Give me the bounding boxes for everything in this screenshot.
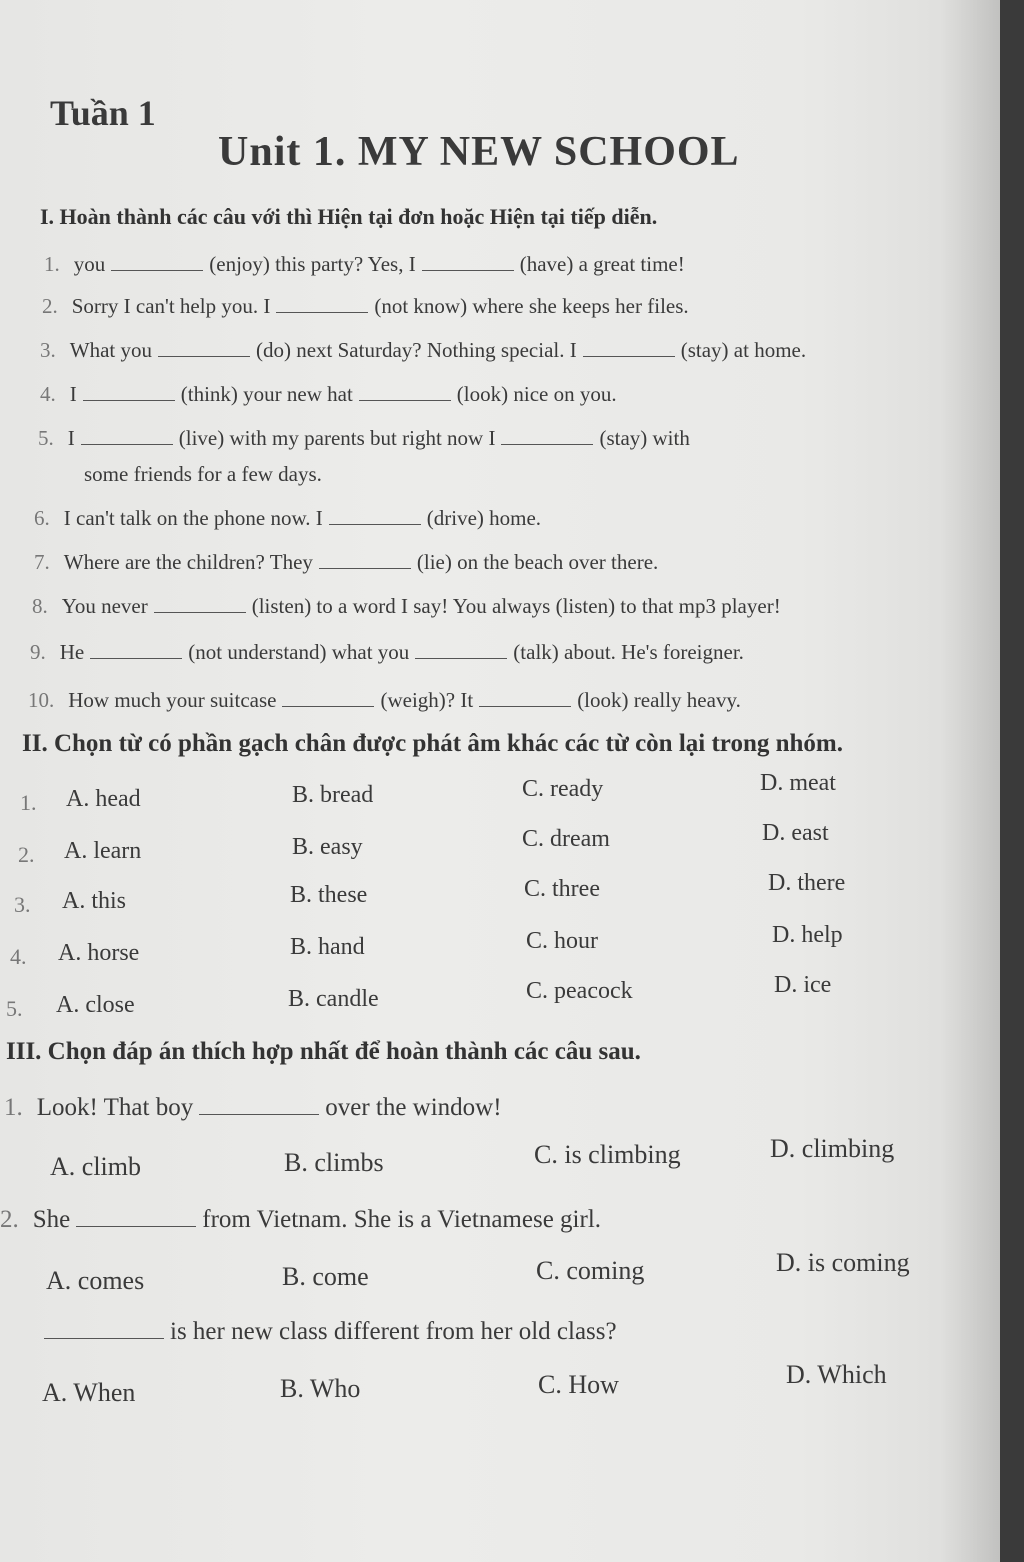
answer-blank[interactable] bbox=[501, 430, 593, 445]
option-a[interactable]: A. comes bbox=[46, 1266, 145, 1295]
option-d[interactable]: D. Which bbox=[786, 1360, 887, 1389]
option-d[interactable]: D. east bbox=[762, 820, 829, 846]
s1-item-5: 5. I (live) with my parents but right now I (stay) with bbox=[38, 426, 690, 450]
s1-item-9: 9. He (not understand) what you (talk) about. He's foreigner. bbox=[30, 640, 744, 664]
answer-blank[interactable] bbox=[83, 386, 175, 401]
s1-item-6: 6. I can't talk on the phone now. I (drive) home. bbox=[34, 506, 542, 530]
option-d[interactable]: D. is coming bbox=[776, 1248, 910, 1277]
s1-item-3: 3. What you (do) next Saturday? Nothing special. I (stay) at home. bbox=[40, 338, 807, 362]
section-3-title: III. Chọn đáp án thích hợp nhất để hoàn thành các câu sau. bbox=[6, 1038, 641, 1065]
answer-blank[interactable] bbox=[76, 1212, 196, 1227]
option-c[interactable]: C. dream bbox=[522, 826, 610, 852]
option-c[interactable]: C. three bbox=[524, 876, 600, 902]
answer-blank[interactable] bbox=[329, 510, 421, 525]
page-edge-shadow bbox=[940, 0, 1000, 1562]
unit-title: Unit 1. MY NEW SCHOOL bbox=[218, 129, 740, 175]
option-a[interactable]: A. learn bbox=[64, 838, 142, 864]
option-a[interactable]: A. head bbox=[66, 786, 141, 812]
section-2-title: II. Chọn từ có phần gạch chân được phát âm khác các từ còn lại trong nhóm. bbox=[22, 730, 843, 757]
option-c[interactable]: C. ready bbox=[522, 776, 604, 802]
option-b[interactable]: B. come bbox=[282, 1262, 369, 1291]
option-a[interactable]: A. close bbox=[56, 992, 135, 1018]
answer-blank[interactable] bbox=[111, 256, 203, 271]
option-c[interactable]: C. How bbox=[538, 1370, 619, 1399]
option-b[interactable]: B. climbs bbox=[284, 1148, 384, 1177]
option-b[interactable]: B. Who bbox=[280, 1374, 361, 1403]
option-c[interactable]: C. coming bbox=[536, 1256, 645, 1285]
worksheet-page: Tuần 1 Unit 1. MY NEW SCHOOL I. Hoàn thành các câu với thì Hiện tại đơn hoặc Hiện tại tiếp diễn. 1. you (enjoy) this party? Yes, I (have) a great time! 2. Sorry I can't help you. I (not know) where she keeps her files. 3. What you (do) next Saturday? Nothing special. I (stay) at home. 4. I (think) your new hat (look) nice on you. 5. I (live) with my parents but right now I (stay) with some friends for a few days. 6. I can't talk on the phone now. I (drive) home. 7. Where are the children? They (lie) on the beach over there. 8. You never (listen) to a word I say! You always (listen) to that mp3 player! 9. He (not understand) what you (talk) about. He's foreigner. 10. How much your suitcase (weigh)? It (look) really heavy. II. Chọn từ có phần gạch chân được phát âm khác các từ còn lại trong nhóm. 1. A. head B. bread C. ready D. meat 2. A. learn B. easy C. dream D. east 3. A. this B. these C. three D. there 4. A. horse B. hand C. hour D. help 5. A. close B. candle C. peacock D. ice III. Chọn đáp án thích hợp nhất để hoàn thành các câu sau. 1. Look! That boy over the window! A. climb B. climbs C. is climbing D. climbing 2. She from Vietnam. She is a Vietnamese girl. A. comes B. come C. coming D. is coming is her new class different from her old class? A. When B. Who C. How D. Which bbox=[0, 0, 1000, 1562]
s1-item-2: 2. Sorry I can't help you. I (not know) where she keeps her files. bbox=[42, 294, 689, 318]
option-d[interactable]: D. meat bbox=[760, 770, 836, 796]
answer-blank[interactable] bbox=[158, 342, 250, 357]
s1-item-8: 8. You never (listen) to a word I say! You always (listen) to that mp3 player! bbox=[32, 594, 781, 618]
s1-item-1: 1. you (enjoy) this party? Yes, I (have) a great time! bbox=[44, 252, 685, 276]
s3-question-1: 1. Look! That boy over the window! bbox=[4, 1094, 502, 1121]
option-a[interactable]: A. When bbox=[42, 1378, 136, 1407]
s1-item-4: 4. I (think) your new hat (look) nice on you. bbox=[40, 382, 617, 406]
s3-question-2: 2. She from Vietnam. She is a Vietnamese girl. bbox=[0, 1206, 602, 1233]
option-c[interactable]: C. peacock bbox=[526, 978, 633, 1004]
option-c[interactable]: C. is climbing bbox=[534, 1140, 681, 1169]
answer-blank[interactable] bbox=[90, 644, 182, 659]
answer-blank[interactable] bbox=[44, 1324, 164, 1339]
option-a[interactable]: A. climb bbox=[50, 1152, 141, 1181]
s1-item-10: 10. How much your suitcase (weigh)? It (look) really heavy. bbox=[28, 688, 741, 712]
option-b[interactable]: B. hand bbox=[290, 934, 365, 960]
answer-blank[interactable] bbox=[359, 386, 451, 401]
option-b[interactable]: B. bread bbox=[292, 782, 374, 808]
s1-item-5-continued: some friends for a few days. bbox=[84, 462, 322, 486]
option-d[interactable]: D. climbing bbox=[770, 1134, 895, 1163]
option-d[interactable]: D. help bbox=[772, 922, 843, 948]
option-c[interactable]: C. hour bbox=[526, 928, 598, 954]
option-b[interactable]: B. these bbox=[290, 882, 368, 908]
answer-blank[interactable] bbox=[81, 430, 173, 445]
s1-item-7: 7. Where are the children? They (lie) on the beach over there. bbox=[34, 550, 659, 574]
answer-blank[interactable] bbox=[422, 256, 514, 271]
s3-question-3: is her new class different from her old class? bbox=[44, 1318, 617, 1346]
option-a[interactable]: A. this bbox=[62, 888, 127, 914]
answer-blank[interactable] bbox=[319, 554, 411, 569]
answer-blank[interactable] bbox=[276, 298, 368, 313]
answer-blank[interactable] bbox=[199, 1100, 319, 1115]
answer-blank[interactable] bbox=[415, 644, 507, 659]
option-b[interactable]: B. easy bbox=[292, 834, 363, 860]
option-d[interactable]: D. there bbox=[768, 870, 846, 896]
answer-blank[interactable] bbox=[479, 692, 571, 707]
answer-blank[interactable] bbox=[282, 692, 374, 707]
option-d[interactable]: D. ice bbox=[774, 972, 832, 998]
option-a[interactable]: A. horse bbox=[58, 940, 140, 966]
answer-blank[interactable] bbox=[583, 342, 675, 357]
week-heading: Tuần 1 bbox=[50, 93, 156, 133]
section-1-title: I. Hoàn thành các câu với thì Hiện tại đơn hoặc Hiện tại tiếp diễn. bbox=[40, 204, 658, 229]
option-b[interactable]: B. candle bbox=[288, 986, 379, 1012]
answer-blank[interactable] bbox=[154, 598, 246, 613]
